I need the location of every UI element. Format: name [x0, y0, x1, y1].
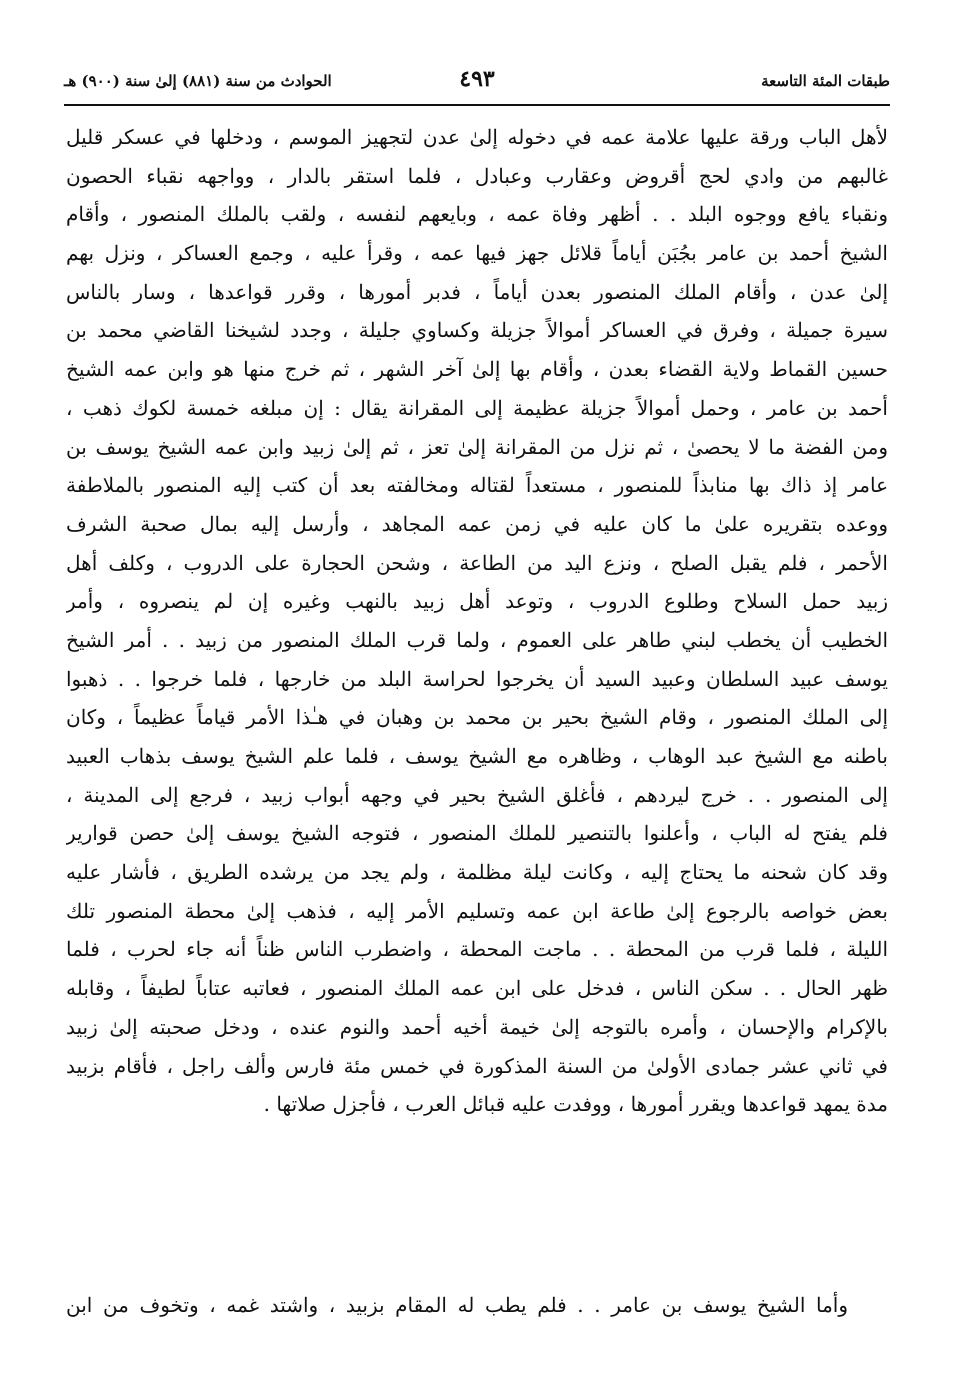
page-number: ٤٩٣ [459, 66, 495, 92]
text-line: ومن الفضة ما لا يحصىٰ ، ثم نزل من المقرانة إلىٰ تعز ، ثم إلىٰ زبيد وابن عمه الشيخ يوسف بن [66, 434, 888, 459]
text-line: عامر إذ ذاك بها منابذاً للمنصور ، مستعداً لقتاله ومخالفته بعد أن كتب إليه المنصور بالملاطفة [66, 473, 888, 498]
text-line: فلم يفتح له الباب ، وأعلنوا بالتنصير للملك المنصور ، فتوجه الشيخ يوسف إلىٰ حصن قوارير [66, 821, 888, 846]
text-line: الشيخ أحمد بن عامر بجُبَن أياماً قلائل جهز فيها عمه ، وقرأ عليه ، وجمع العساكر ، ونزل بهم [66, 241, 888, 266]
text-line: وقد كان شحنه ما يحتاج إليه ، وكانت ليلة مظلمة ، ولم يجد من يرشده الطريق ، فأشار عليه [66, 860, 888, 885]
text-line: الليلة ، فلما قرب من المحطة . . ماجت المحطة ، واضطرب الناس ظناً أنه جاء لحرب ، فلما [66, 937, 888, 962]
text-line: حسين القماط ولاية القضاء بعدن ، وأقام بها إلىٰ آخر الشهر ، ثم خرج منها هو وابن عمه الشيخ [66, 357, 888, 382]
text-line: إلى المنصور . . خرج ليردهم ، فأغلق الشيخ بحير في وجهه أبواب زبيد ، فرجع إلى المدينة ، [66, 782, 888, 807]
main-paragraph [66, 118, 888, 1124]
text-line: أحمد بن عامر ، وحمل أموالاً جزيلة عظيمة إلى المقرانة يقال : إن مبلغه خمسة لكوك ذهب ، [66, 395, 888, 420]
text-line: في ثاني عشر جمادى الأولىٰ من السنة المذكورة في خمس مئة فارس وألف راجل ، فأقام بزبيد [66, 1053, 888, 1078]
text-line: سيرة جميلة ، وفرق في العساكر أموالاً جزيلة وكساوي جليلة ، وجدد لشيخنا القاضي محمد بن [66, 318, 888, 343]
text-line: الخطيب أن يخطب لبني طاهر على العموم ، ولما قرب الملك المنصور من زبيد . . أمر الشيخ [66, 627, 888, 652]
text-line: ظهر الحال . . سكن الناس ، فدخل على ابن عمه الملك المنصور ، فعاتبه عتاباً لطيفاً ، وقابله [66, 976, 888, 1001]
text-line: يوسف عبيد السلطان وعبيد السيد أن يخرجوا لحراسة البلد من خارجها ، فلما خرجوا . . ذهبوا [66, 666, 888, 691]
text-line: زبيد حمل السلاح وطلوع الدروب ، وتوعد أهل زبيد بالنهب وغيره إن لم ينصروه ، وأمر [66, 589, 888, 614]
text-line: بعض خواصه بالرجوع إلىٰ طاعة ابن عمه وتسليم الأمر إليه ، فذهب إلىٰ محطة المنصور تلك [66, 898, 888, 923]
running-header [64, 66, 890, 98]
text-line: غالبهم من وادي لحج أقروض وعقارب وعبادل ، فلما استقر بالدار ، وواجهه نقباء الحصون [66, 163, 888, 188]
text-line: الأحمر ، فلم يقبل الصلح ، ونزع اليد من الطاعة ، وشحن الحجارة على الدروب ، وكلف أهل [66, 550, 888, 575]
text-line: لأهل الباب ورقة عليها علامة عمه في دخوله إلىٰ عدن لتجهيز الموسم ، ودخلها في عسكر قليل [66, 125, 888, 149]
text-line: ووعده بتقريره علىٰ ما كان عليه في زمن عمه المجاهد ، وأرسل إليه بمال صحبة الشرف [66, 511, 888, 536]
header-rule [64, 104, 890, 106]
text-line: باطنه مع الشيخ عبد الوهاب ، وظاهره مع الشيخ يوسف ، فلما علم الشيخ يوسف بذهاب العبيد [66, 744, 888, 768]
book-title: طبقات المئة التاسعة [761, 72, 890, 90]
text-line: ونقباء يافع ووجوه البلد . . أظهر وفاة عمه ، وبايعهم لنفسه ، ولقب بالملك المنصور ، وأقام [66, 202, 888, 227]
section-title: الحوادث من سنة (٨٨١) إلىٰ سنة (٩٠٠) هـ [64, 72, 332, 90]
text-line: وأما الشيخ يوسف بن عامر . . فلم يطب له المقام بزبيد ، واشتد غمه ، وتخوف من ابن [66, 1293, 848, 1317]
text-line: بالإكرام والإحسان ، وأمره بالتوجه إلىٰ خيمة أخيه أحمد والنوم عنده ، ودخل صحبته إلىٰ زبيد [66, 1014, 888, 1039]
text-line: إلى الملك المنصور ، وقام الشيخ بحير بن محمد بن وهبان في هـٰذا الأمر قياماً عظيماً ، وكان [66, 705, 888, 730]
second-paragraph [66, 1286, 888, 1325]
text-line: مدة يمهد قواعدها ويقرر أمورها ، ووفدت عليه قبائل العرب ، فأجزل صلاتها . [263, 1092, 888, 1117]
text-line: إلىٰ عدن ، وأقام الملك المنصور بعدن أياماً ، فدبر أمورها ، وقرر قواعدها ، وسار بالناس [66, 279, 888, 304]
